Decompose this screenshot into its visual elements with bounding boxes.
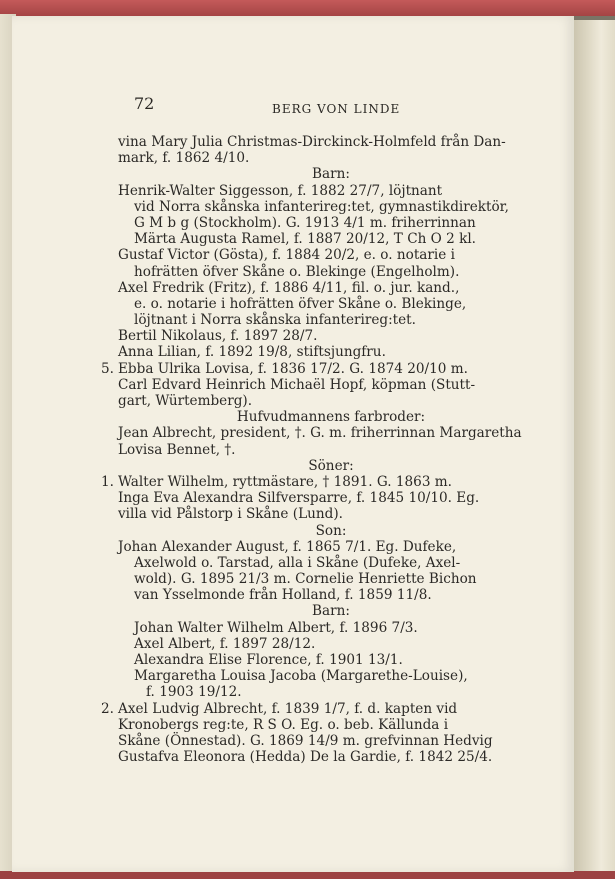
text-line <box>118 264 544 280</box>
text-line <box>118 296 544 312</box>
text-line <box>118 442 544 458</box>
text-line <box>118 539 544 555</box>
text-line <box>101 700 544 717</box>
line-text: Gustaf Victor (Gösta), f. 1884 20/2, e. o. notarie i <box>118 247 455 264</box>
text-line <box>118 134 544 150</box>
line-text: hofrätten öfver Skåne o. Blekinge (Engelholm). <box>134 263 460 280</box>
entry-number: 2. <box>101 700 114 717</box>
entry-number: 1. <box>101 473 114 490</box>
text-line <box>118 231 544 247</box>
text-line <box>118 393 544 409</box>
page-edge-right <box>569 20 615 872</box>
line-text: Axel Fredrik (Fritz), f. 1886 4/11, fil. o. jur. kand., <box>118 279 460 296</box>
text-line <box>118 684 544 700</box>
line-text: Gustafva Eleonora (Hedda) De la Gardie, f. 1842 25/4. <box>118 749 493 766</box>
line-text: Barn: <box>312 166 350 183</box>
text-line <box>118 749 544 765</box>
line-text: Axel Albert, f. 1897 28/12. <box>134 635 316 652</box>
text-line <box>118 490 544 506</box>
line-text: wold). G. 1895 21/3 m. Cornelie Henriette Bichon <box>134 571 477 588</box>
line-text: villa vid Pålstorp i Skåne (Lund). <box>118 506 343 523</box>
line-text: Johan Walter Wilhelm Albert, f. 1896 7/3. <box>134 619 418 636</box>
line-text: Bertil Nikolaus, f. 1897 28/7. <box>118 328 318 345</box>
line-text: vid Norra skånska infanterireg:tet, gymnastikdirektör, <box>134 198 510 215</box>
text-line <box>118 409 544 425</box>
line-text: Axelwold o. Tarstad, alla i Skåne (Dufeke, Axel- <box>134 554 461 571</box>
line-text: Inga Eva Alexandra Silfversparre, f. 1845 10/10. Eg. <box>118 490 480 507</box>
text-line <box>118 247 544 263</box>
line-text: van Ysselmonde från Holland, f. 1859 11/8. <box>134 587 432 604</box>
running-head: BERG VON LINDE <box>272 102 401 116</box>
line-text: Walter Wilhelm, ryttmästare, † 1891. G. 1863 m. <box>118 473 453 490</box>
line-text: Kronobergs reg:te, R S O. Eg. o. beb. Källunda i <box>118 716 449 733</box>
line-text: Margaretha Louisa Jacoba (Margarethe-Louise), <box>134 668 468 685</box>
book-cover-top-edge <box>0 0 615 16</box>
line-text: Son: <box>315 522 347 539</box>
book-cover-bottom-edge <box>0 871 615 879</box>
text-line <box>118 150 544 166</box>
text-line <box>118 328 544 344</box>
text-line <box>118 506 544 522</box>
page-number: 72 <box>134 94 155 113</box>
line-text: Märta Augusta Ramel, f. 1887 20/12, T Ch O 2 kl. <box>134 231 477 248</box>
line-text: Axel Ludvig Albrecht, f. 1839 1/7, f. d. kapten vid <box>118 700 458 717</box>
line-text: Jean Albrecht, president, †. G. m. friherrinnan Margaretha <box>118 425 522 442</box>
line-text: Alexandra Elise Florence, f. 1901 13/1. <box>134 652 403 668</box>
genealogy-text <box>101 134 544 766</box>
entry-number: 5. <box>101 360 114 377</box>
text-line <box>118 199 544 215</box>
line-text: Lovisa Bennet, †. <box>118 441 236 458</box>
text-line <box>118 717 544 733</box>
book-page <box>12 16 574 872</box>
line-text: löjtnant i Norra skånska infanterireg:tet. <box>134 312 416 329</box>
text-line <box>101 473 544 490</box>
line-text: Barn: <box>312 603 350 620</box>
line-text: e. o. notarie i hofrätten öfver Skåne o. Blekinge, <box>134 295 467 312</box>
line-text: gart, Würtemberg). <box>118 393 253 409</box>
text-line <box>118 377 544 393</box>
text-line <box>118 652 544 668</box>
line-text: G M b g (Stockholm). G. 1913 4/1 m. friherrinnan <box>134 214 476 231</box>
text-line <box>118 555 544 571</box>
text-line <box>118 344 544 360</box>
line-text: Henrik-Walter Siggesson, f. 1882 27/7, löjtnant <box>118 182 443 199</box>
line-text: Carl Edvard Heinrich Michaël Hopf, köpman (Stutt- <box>118 376 476 393</box>
text-line <box>118 166 544 182</box>
text-line <box>101 360 544 377</box>
text-line <box>118 733 544 749</box>
text-line <box>118 280 544 296</box>
text-line <box>118 668 544 684</box>
text-line <box>118 183 544 199</box>
page-header <box>12 94 574 118</box>
text-line <box>118 620 544 636</box>
line-text: vina Mary Julia Christmas-Dirckinck-Holmfeld från Dan- <box>118 134 506 150</box>
text-line <box>118 425 544 441</box>
line-text: Skåne (Önnestad). G. 1869 14/9 m. grefvinnan Hedvig <box>118 732 493 749</box>
text-line <box>118 571 544 587</box>
text-line <box>118 312 544 328</box>
text-line <box>118 603 544 619</box>
line-text: mark, f. 1862 4/10. <box>118 150 250 167</box>
text-line <box>118 215 544 231</box>
line-text: f. 1903 19/12. <box>146 684 242 701</box>
line-text: Johan Alexander August, f. 1865 7/1. Eg. Dufeke, <box>118 538 457 555</box>
line-text: Hufvudmannens farbroder: <box>236 409 426 426</box>
text-line <box>118 523 544 539</box>
line-text: Ebba Ulrika Lovisa, f. 1836 17/2. G. 1874 20/10 m. <box>118 360 468 377</box>
line-text: Söner: <box>308 457 354 474</box>
text-line <box>118 458 544 474</box>
text-line <box>118 636 544 652</box>
line-text: Anna Lilian, f. 1892 19/8, stiftsjungfru. <box>118 344 386 361</box>
text-line <box>118 587 544 603</box>
